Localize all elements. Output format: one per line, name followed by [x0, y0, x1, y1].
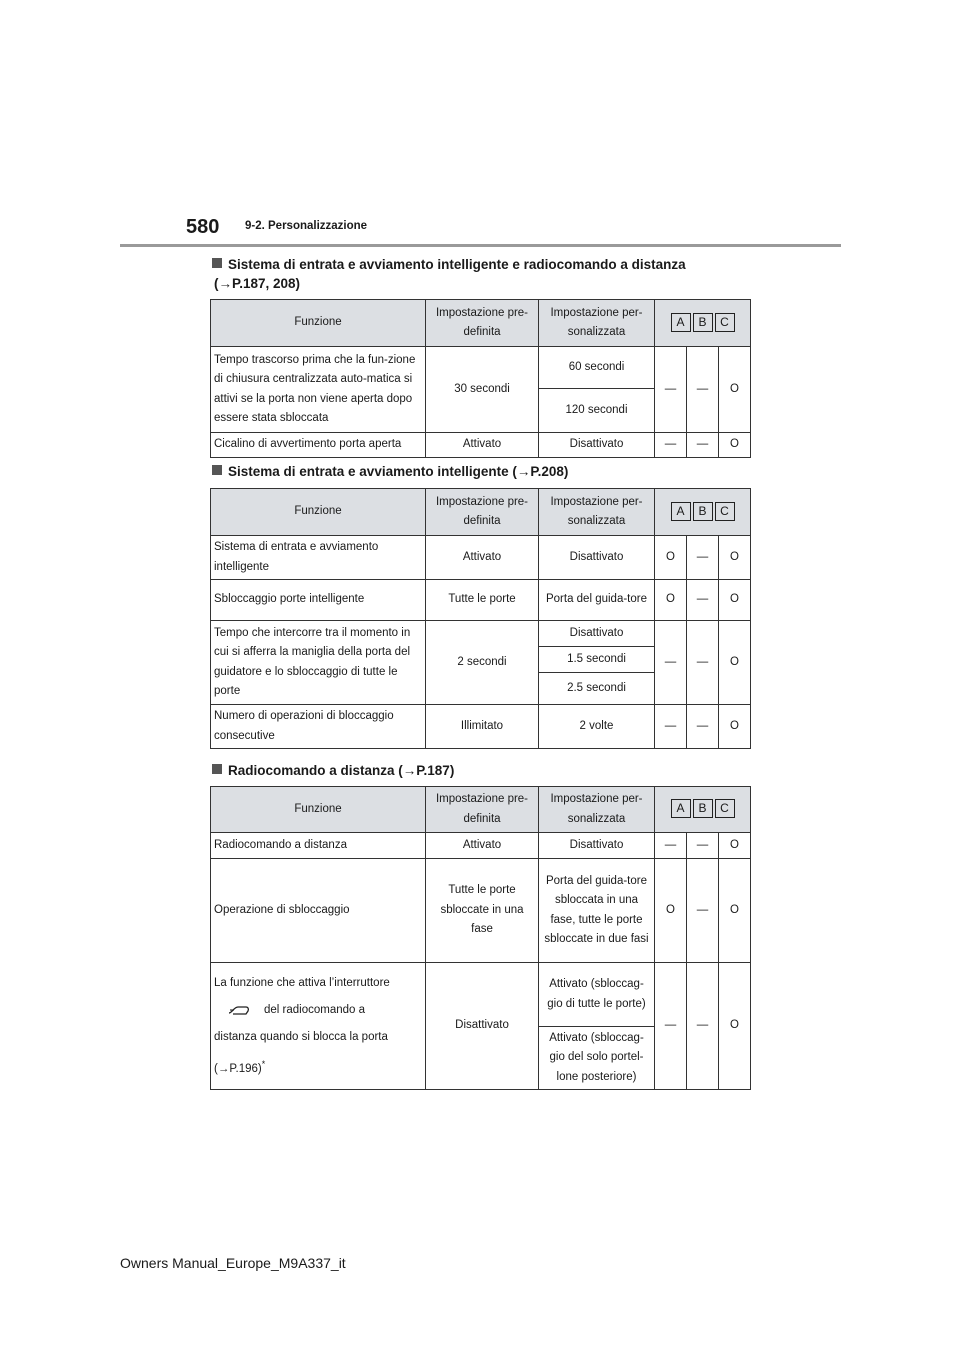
box-a: A — [671, 502, 691, 521]
cell-b: — — [687, 963, 719, 1090]
box-b: B — [693, 799, 713, 818]
col-function: Funzione — [211, 489, 426, 536]
function-line: La funzione che attiva l’interruttore — [214, 976, 390, 989]
table-section3 — [210, 786, 751, 1090]
cell-custom: 60 secondi — [539, 347, 655, 389]
heading-text: Sistema di entrata e avviamento intelligente e radiocomando a distanza — [228, 257, 686, 272]
cell-default: Tutte le porte sbloccate in una fase — [426, 859, 539, 963]
table-row — [211, 963, 751, 1027]
cell-default: Attivato — [426, 433, 539, 458]
section-title: 9-2. Personalizzazione — [245, 220, 368, 232]
cell-custom: 1.5 secondi — [539, 647, 655, 673]
cell-function: Radiocomando a distanza — [211, 833, 426, 859]
function-line: distanza quando si blocca la porta — [214, 1030, 388, 1043]
cell-c: O — [719, 859, 751, 963]
cell-function: Operazione di sbloccaggio — [211, 859, 426, 963]
cell-a: O — [655, 580, 687, 621]
col-abc — [655, 489, 751, 536]
cell-custom: Attivato (sbloccag-gio del solo portel-lone posteriore) — [539, 1027, 655, 1090]
heading-section2 — [212, 462, 568, 481]
function-line: del radiocomando a — [264, 1003, 366, 1016]
cell-custom: Disattivato — [539, 621, 655, 647]
cell-b: — — [687, 833, 719, 859]
cell-default: Attivato — [426, 536, 539, 580]
cell-a: — — [655, 833, 687, 859]
cell-c: O — [719, 705, 751, 749]
box-c: C — [715, 799, 735, 818]
cell-b: — — [687, 859, 719, 963]
col-custom: Impostazione per-sonalizzata — [539, 300, 655, 347]
cell-b: — — [687, 705, 719, 749]
cell-function: Sistema di entrata e avviamento intelligente — [211, 536, 426, 580]
bullet-marker — [212, 764, 222, 774]
table-row — [211, 536, 751, 580]
cell-b: — — [687, 347, 719, 433]
cell-custom: Disattivato — [539, 433, 655, 458]
cell-c: O — [719, 580, 751, 621]
cell-default: 2 secondi — [426, 621, 539, 705]
col-function: Funzione — [211, 787, 426, 833]
table-row — [211, 833, 751, 859]
cell-c: O — [719, 833, 751, 859]
col-abc — [655, 300, 751, 347]
function-line: (→P.196) — [214, 1062, 262, 1075]
cell-b: — — [687, 621, 719, 705]
box-a: A — [671, 799, 691, 818]
cell-default: 30 secondi — [426, 347, 539, 433]
cell-function: Cicalino di avvertimento porta aperta — [211, 433, 426, 458]
cell-c: O — [719, 621, 751, 705]
table-row — [211, 859, 751, 963]
table-section2 — [210, 488, 751, 749]
heading-text: Sistema di entrata e avviamento intelligente (→P.208) — [228, 464, 569, 479]
heading-section1 — [212, 255, 686, 293]
cell-c: O — [719, 963, 751, 1090]
footer-text: Owners Manual_Europe_M9A337_it — [120, 1255, 346, 1271]
cell-a: — — [655, 705, 687, 749]
col-default: Impostazione pre-definita — [426, 787, 539, 833]
cell-a: — — [655, 433, 687, 458]
table-row — [211, 347, 751, 389]
cell-custom: Disattivato — [539, 833, 655, 859]
cell-custom: Porta del guida-tore sbloccata in una fase, tutte le porte sbloccate in due fasi — [539, 859, 655, 963]
box-c: C — [715, 502, 735, 521]
box-b: B — [693, 502, 713, 521]
col-custom: Impostazione per-sonalizzata — [539, 489, 655, 536]
cell-default: Illimitato — [426, 705, 539, 749]
cell-custom: Porta del guida-tore — [539, 580, 655, 621]
cell-function: Tempo trascorso prima che la fun-zione di chiusura centralizzata auto-matica si attivi se la porta non viene aperta dopo essere stata sbloccata — [211, 347, 426, 433]
col-default: Impostazione pre-definita — [426, 300, 539, 347]
table-row — [211, 433, 751, 458]
box-a: A — [671, 313, 691, 332]
bullet-marker — [212, 465, 222, 475]
heading-text: Radiocomando a distanza (→P.187) — [228, 763, 455, 778]
cell-custom: 2.5 secondi — [539, 673, 655, 705]
cell-custom: 120 secondi — [539, 389, 655, 433]
cell-a: — — [655, 347, 687, 433]
cell-a: — — [655, 963, 687, 1090]
col-custom: Impostazione per-sonalizzata — [539, 787, 655, 833]
cell-default: Disattivato — [426, 963, 539, 1090]
table-row — [211, 580, 751, 621]
lock-switch-icon — [228, 1004, 250, 1016]
cell-b: — — [687, 536, 719, 580]
bullet-marker — [212, 258, 222, 268]
cell-default: Tutte le porte — [426, 580, 539, 621]
page-number: 580 — [186, 216, 220, 238]
table-section1 — [210, 299, 751, 458]
cell-a: O — [655, 536, 687, 580]
col-function: Funzione — [211, 300, 426, 347]
cell-custom: Attivato (sbloccag-gio di tutte le porte) — [539, 963, 655, 1027]
cell-custom: 2 volte — [539, 705, 655, 749]
heading-section3 — [212, 761, 454, 780]
table-row — [211, 621, 751, 647]
cell-function — [211, 963, 426, 1090]
cell-c: O — [719, 433, 751, 458]
cell-b: — — [687, 580, 719, 621]
table-row — [211, 705, 751, 749]
header-rule — [120, 244, 841, 247]
heading-ref: (→P.187, 208) — [214, 276, 301, 291]
cell-default: Attivato — [426, 833, 539, 859]
footnote-mark: * — [261, 1058, 266, 1069]
box-b: B — [693, 313, 713, 332]
cell-function: Numero di operazioni di bloccaggio consecutive — [211, 705, 426, 749]
box-c: C — [715, 313, 735, 332]
cell-b: — — [687, 433, 719, 458]
cell-function: Sbloccaggio porte intelligente — [211, 580, 426, 621]
cell-a: — — [655, 621, 687, 705]
cell-a: O — [655, 859, 687, 963]
cell-function: Tempo che intercorre tra il momento in cui si afferra la maniglia della porta del guidatore e lo sbloccaggio di tutte le porte — [211, 621, 426, 705]
cell-custom: Disattivato — [539, 536, 655, 580]
col-default: Impostazione pre-definita — [426, 489, 539, 536]
cell-c: O — [719, 347, 751, 433]
col-abc — [655, 787, 751, 833]
cell-c: O — [719, 536, 751, 580]
